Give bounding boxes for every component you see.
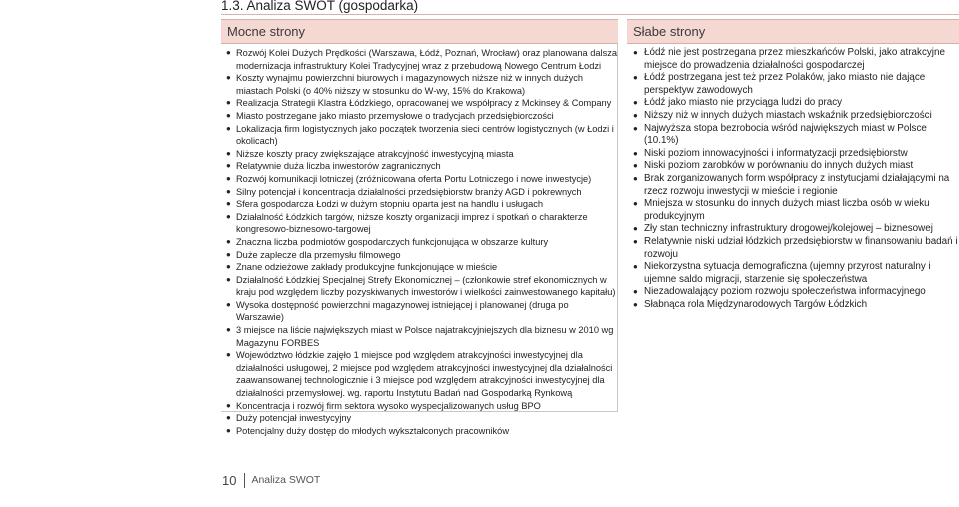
list-item-text: Duży potencjał inwestycyjny (236, 413, 352, 424)
bullet-icon: ● (226, 400, 231, 410)
list-item-text: Relatywnie niski udział łódzkich przedsiębiorstw w finansowaniu badań i rozwoju (644, 235, 958, 260)
bullet-icon: ● (633, 148, 638, 158)
list-item (627, 123, 959, 148)
bullet-icon: ● (226, 161, 231, 171)
list-item (221, 425, 617, 438)
bullet-icon: ● (633, 262, 638, 272)
list-item-text: Sfera gospodarcza Łodzi w dużym stopniu oparta jest na handlu i usługach (236, 199, 543, 210)
bullet-icon: ● (633, 161, 638, 171)
page-footer (222, 472, 320, 488)
list-item-text: Łódź nie jest postrzegana przez mieszkańców Polski, jako atrakcyjne miejsce do prowadzenia działalności gospodarczej (644, 47, 945, 71)
list-item (221, 324, 617, 349)
list-item-text: Mniejsza w stosunku do innych dużych miast liczba osób w wieku produkcyjnym (644, 198, 930, 222)
list-item (221, 160, 617, 173)
bullet-icon: ● (633, 173, 638, 183)
bullet-icon: ● (226, 173, 231, 183)
bullet-icon: ● (226, 110, 231, 120)
list-item (221, 349, 617, 399)
list-item-text: Łódź jako miasto nie przyciąga ludzi do pracy (644, 97, 843, 109)
bullet-icon: ● (226, 413, 231, 423)
list-item (627, 160, 959, 173)
list-item (627, 299, 959, 312)
bullet-icon: ● (633, 299, 638, 309)
weaknesses-list (627, 44, 959, 311)
list-item-text: Niski poziom innowacyjności i informatyzacji przedsiębiorstw (644, 147, 908, 159)
list-item-text: Relatywnie duża liczba inwestorów zagranicznych (236, 161, 441, 172)
list-item-text: Niższe koszty pracy zwiększające atrakcyjność inwestycyjną miasta (236, 148, 514, 159)
list-item-text: Najwyższa stopa bezrobocia wśród największych miast w Polsce (10.1%) (644, 122, 927, 147)
list-item-text: Potencjalny duży dostęp do młodych wykształconych pracowników (236, 425, 510, 436)
bullet-icon: ● (633, 98, 638, 108)
bullet-icon: ● (226, 148, 231, 158)
bullet-icon: ● (633, 287, 638, 297)
list-item-text: Działalność Łódzkich targów, niższe koszty organizacji imprez i spotkań o charakterze kongresowo-biznesowo-targowej (236, 211, 588, 235)
list-item-text: Niższy niż w innych dużych miastach wskaźnik przedsiębiorczości (644, 109, 932, 121)
list-item-text: Niski poziom zarobków w porównaniu do innych dużych miast (644, 160, 914, 172)
bullet-icon: ● (633, 73, 638, 83)
list-item-text: Brak zorganizowanych form współpracy z instytucjami działającymi na rzecz rozwoju inwestycji w mieście i regionie (644, 172, 950, 197)
strengths-column (221, 19, 618, 436)
bullet-icon: ● (226, 274, 231, 284)
footer-title: Analiza SWOT (251, 474, 321, 486)
bullet-icon: ● (226, 325, 231, 335)
list-item (221, 110, 617, 123)
list-item-text: Miasto postrzegane jako miasto przemysłowe o tradycjach przedsiębiorczości (236, 110, 554, 121)
bullet-icon: ● (226, 123, 231, 133)
bullet-icon: ● (633, 199, 638, 209)
list-item (221, 173, 617, 186)
bullet-icon: ● (633, 48, 638, 57)
bullet-icon: ● (633, 110, 638, 120)
weaknesses-column (627, 19, 959, 411)
bullet-icon: ● (226, 350, 231, 360)
bullet-icon: ● (226, 299, 231, 309)
list-item-text: Województwo łódzkie zajęło 1 miejsce pod względem atrakcyjności inwestycyjnej dla działalności usługowej, 2 miejsce pod względem atrakcyjności inwestycyjnej dla działalności zaawansowanej technologicznie i 3 miejsce pod względem atrakcyjności inwestycyjnej dla działalności przemysłowej. wg. raportu Instytutu Badań nad Gospodarką Rynkową (236, 350, 613, 399)
bullet-icon: ● (226, 186, 231, 196)
list-item (221, 186, 617, 199)
list-item-text: Wysoka dostępność powierzchni magazynowej istniejącej i planowanej (druga po Warszawie) (236, 299, 569, 323)
list-item (221, 236, 617, 249)
footer-divider (244, 473, 245, 488)
bullet-icon: ● (226, 211, 231, 221)
bullet-icon: ● (226, 199, 231, 209)
title-divider (221, 14, 959, 15)
page-number: 10 (222, 472, 237, 488)
section-title: 1.3. Analiza SWOT (gospodarka) (221, 0, 419, 13)
list-item-text: Duże zaplecze dla przemysłu filmowego (236, 249, 401, 260)
weaknesses-heading: Słabe strony (627, 19, 959, 44)
list-item-text: Znaczna liczba podmiotów gospodarczych funkcjonująca w obszarze kultury (236, 236, 549, 247)
strengths-list (221, 44, 617, 437)
list-item (221, 274, 617, 299)
list-item-text: Działalność Łódzkiej Specjalnej Strefy Ekonomicznej – (członkowie stref ekonomicznych w kraju pod względem liczby pozyskiwanych inwestorów i wielkości zainwestowanego kapitału) (236, 274, 616, 298)
list-item (221, 299, 617, 324)
bullet-icon: ● (226, 249, 231, 259)
list-item (627, 261, 959, 286)
list-item (221, 198, 617, 211)
list-item (221, 72, 617, 97)
list-item-text: Niezadowalający poziom rozwoju społeczeństwa informacyjnego (644, 286, 926, 298)
bullet-icon: ● (633, 224, 638, 234)
list-item-text: Rozwój komunikacji lotniczej (zróżnicowana oferta Portu Lotniczego i nowe inwestycje) (236, 173, 592, 184)
list-item (221, 148, 617, 161)
list-item-text: Znane odzieżowe zakłady produkcyjne funkcjonujące w mieście (236, 262, 498, 273)
table-bottom-rule (221, 411, 618, 412)
bullet-icon: ● (226, 98, 231, 108)
list-item-text: Realizacja Strategii Klastra Łódzkiego, opracowanej we współpracy z Mckinsey & Company (236, 98, 612, 109)
bullet-icon: ● (226, 425, 231, 435)
bullet-icon: ● (226, 73, 231, 83)
list-item (627, 47, 959, 72)
list-item-text: Niekorzystna sytuacja demograficzna (ujemny przyrost naturalny i ujemne saldo migracji, starzenie się społeczeństwa (644, 261, 931, 285)
list-item-text: 3 miejsce na liście największych miast w Polsce najatrakcyjniejszych dla biznesu w 2010 wg Magazynu FORBES (236, 325, 614, 348)
list-item-text: Koncentracja i rozwój firm sektora wysoko wyspecjalizowanych usług BPO (236, 400, 541, 411)
list-item-text: Zły stan techniczny infrastruktury drogowej/kolejowej – biznesowej (644, 223, 933, 235)
list-item (627, 110, 959, 123)
list-item (221, 261, 617, 274)
list-item-text: Koszty wynajmu powierzchni biurowych i magazynowych niższe niż w innych dużych miastach Polski (o 40% niższy w stosunku do W-wy, 15% do Krakowa) (236, 73, 584, 96)
list-item (221, 412, 617, 425)
list-item (221, 47, 617, 72)
list-item (627, 173, 959, 198)
list-item (221, 97, 617, 110)
bullet-icon: ● (226, 262, 231, 272)
list-item-text: Silny potencjał i koncentracja działalności przedsiębiorstw branży AGD i pokrewnych (236, 186, 582, 197)
bullet-icon: ● (226, 236, 231, 246)
list-item-text: Łódź postrzegana jest też przez Polaków, jako miasto nie dające perspektyw zawodowych (644, 72, 926, 96)
list-item (221, 211, 617, 236)
bullet-icon: ● (633, 123, 638, 133)
bullet-icon: ● (633, 236, 638, 246)
list-item-text: Słabnąca rola Międzynarodowych Targów Łódzkich (644, 298, 868, 310)
list-item-text: Rozwój Kolei Dużych Prędkości (Warszawa, Łódź, Poznań, Wrocław) oraz planowana dalsza modernizacja infrastruktury Kolei Tradycyjnej wraz z przebudową Nowego Centrum Łodzi (236, 48, 617, 71)
list-item (627, 148, 959, 161)
list-item (627, 286, 959, 299)
list-item (627, 97, 959, 110)
list-item (627, 236, 959, 261)
list-item (627, 198, 959, 223)
strengths-heading: Mocne strony (221, 19, 618, 44)
list-item-text: Lokalizacja firm logistycznych jako początek tworzenia sieci centrów logistycznych (w Łodzi i okolicach) (236, 123, 614, 147)
list-item (221, 123, 617, 148)
list-item (221, 249, 617, 262)
list-item (627, 223, 959, 236)
bullet-icon: ● (226, 48, 231, 57)
list-item (627, 72, 959, 97)
